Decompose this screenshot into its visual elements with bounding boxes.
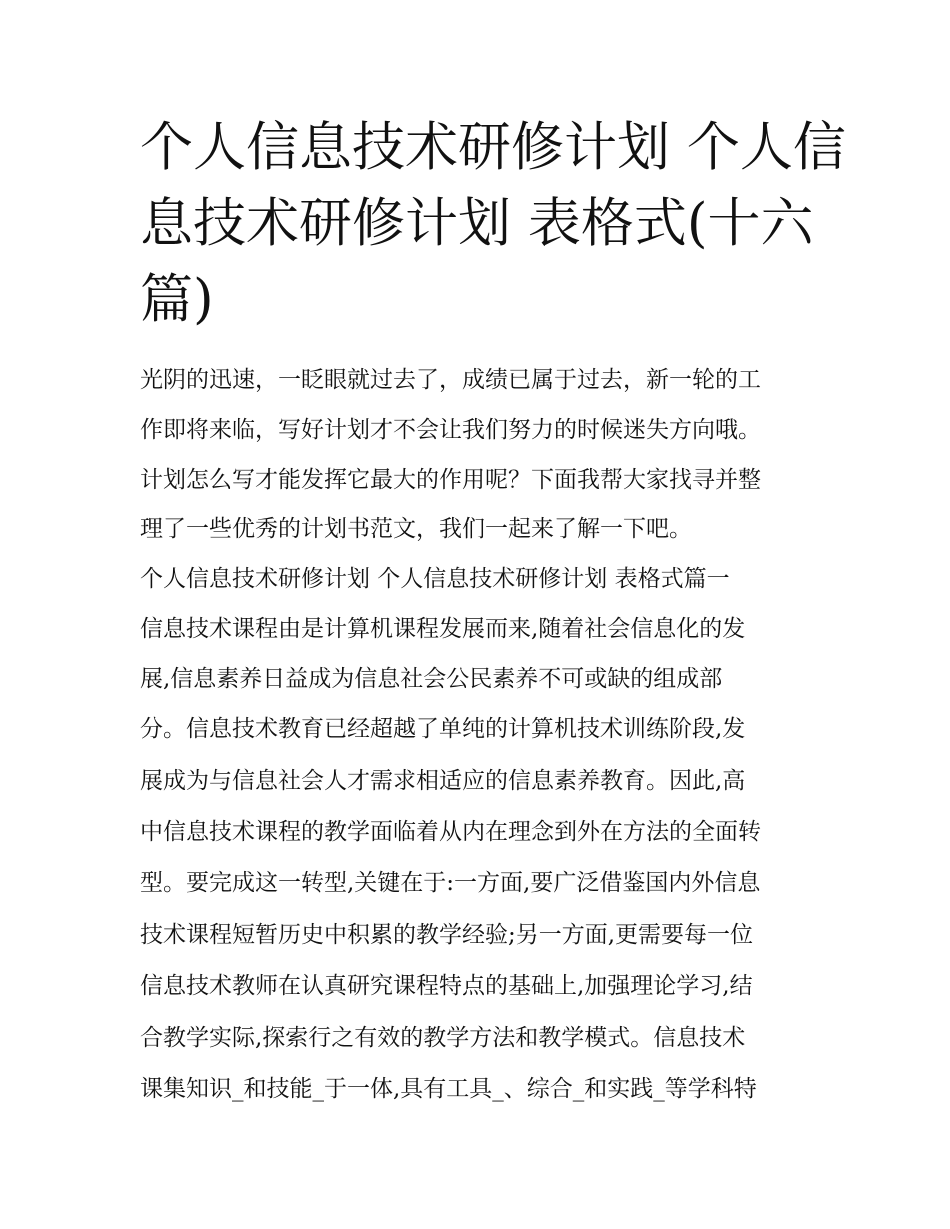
body-line: 计划怎么写才能发挥它最大的作用呢？下面我帮大家找寻并整 bbox=[140, 467, 761, 493]
body-line: 光阴的迅速，一眨眼就过去了，成绩已属于过去，新一轮的工 bbox=[140, 367, 761, 393]
body-line: 合教学实际,探索行之有效的教学方法和教学模式。信息技术 bbox=[140, 1025, 746, 1051]
section-heading: 个人信息技术研修计划 个人信息技术研修计划 表格式篇一 bbox=[140, 566, 730, 592]
document-title-line-1: 个人信息技术研修计划 个人信 bbox=[140, 117, 846, 178]
body-line: 作即将来临，写好计划才不会让我们努力的时候迷失方向哦。 bbox=[140, 417, 761, 443]
body-line: 课集知识_和技能_于一体,具有工具_、综合_和实践_等学科特 bbox=[140, 1076, 757, 1102]
document-title-line-3: 篇) bbox=[140, 269, 214, 330]
body-line: 信息技术教师在认真研究课程特点的基础上,加强理论学习,结 bbox=[140, 973, 753, 999]
body-line: 分。信息技术教育已经超越了单纯的计算机技术训练阶段,发 bbox=[140, 716, 746, 742]
body-line: 型。要完成这一转型,关键在于:一方面,要广泛借鉴国内外信息 bbox=[140, 870, 761, 896]
body-line: 信息技术课程由是计算机课程发展而来,随着社会信息化的发 bbox=[140, 616, 746, 642]
body-line: 展,信息素养日益成为信息社会公民素养不可或缺的组成部 bbox=[140, 666, 723, 692]
body-line: 技术课程短暂历史中积累的教学经验;另一方面,更需要每一位 bbox=[140, 922, 754, 948]
body-line: 中信息技术课程的教学面临着从内在理念到外在方法的全面转 bbox=[140, 819, 761, 845]
document-title-line-2: 息技术研修计划 表格式(十六 bbox=[140, 193, 814, 254]
body-line: 展成为与信息社会人才需求相适应的信息素养教育。因此,高 bbox=[140, 768, 746, 794]
body-line: 理了一些优秀的计划书范文，我们一起来了解一下吧。 bbox=[140, 516, 692, 542]
